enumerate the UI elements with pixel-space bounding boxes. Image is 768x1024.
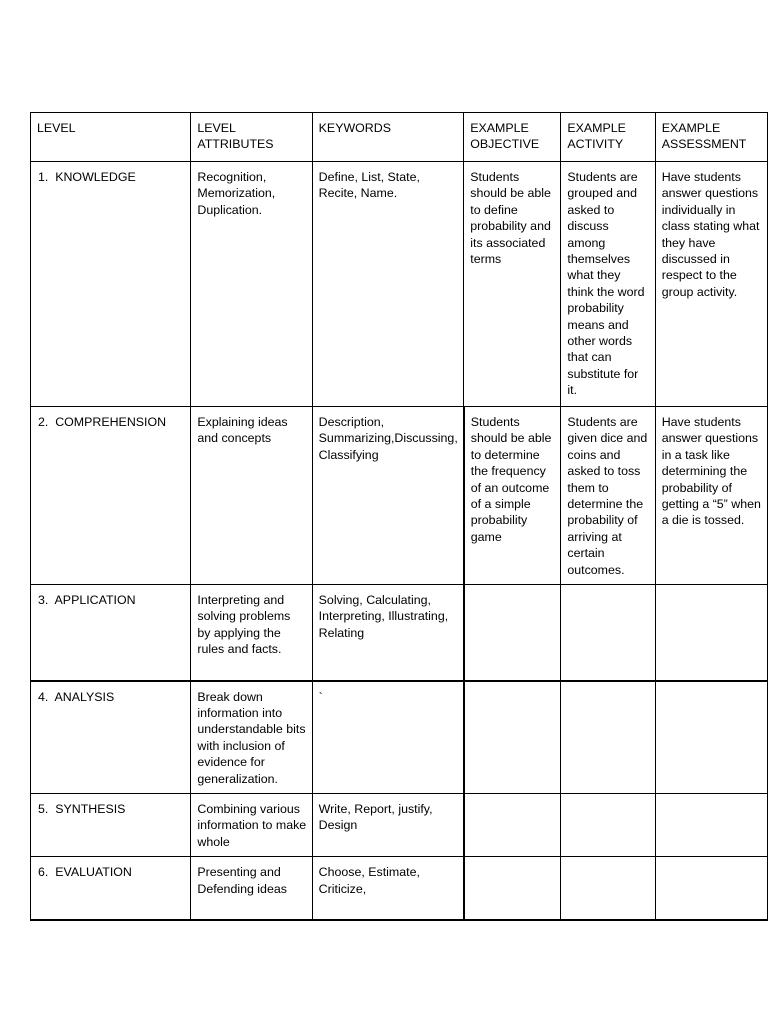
table-row — [31, 162, 768, 407]
header-level: LEVEL — [31, 113, 191, 162]
row-assessment: Have students answer questions individually in class stating what they have discussed in respect to the group activity. — [655, 162, 767, 407]
row-assessment: Have students answer questions in a task like determining the probability of getting a “5” when a die is tossed. — [655, 407, 767, 585]
header-level-attributes: LEVEL ATTRIBUTES — [191, 113, 312, 162]
row-activity — [561, 585, 655, 681]
row-level: 5. SYNTHESIS — [31, 794, 191, 857]
row-objective: Students should be able to define probability and its associated terms — [464, 162, 561, 407]
row-activity — [561, 681, 655, 794]
row-activity: Students are grouped and asked to discuss among themselves what they think the word probability means and other words that can substitute for it. — [561, 162, 655, 407]
row-keywords: Choose, Estimate, Criticize, — [312, 857, 464, 920]
row-assessment — [655, 585, 767, 681]
table-row — [31, 857, 768, 920]
row-assessment — [655, 681, 767, 794]
row-attributes: Break down information into understandable bits with inclusion of evidence for generalization. — [191, 681, 312, 794]
row-objective — [464, 794, 561, 857]
row-assessment — [655, 857, 767, 920]
bloom-taxonomy-table — [30, 112, 768, 921]
row-keywords: Write, Report, justify, Design — [312, 794, 464, 857]
row-objective — [464, 857, 561, 920]
row-objective — [464, 585, 561, 681]
row-assessment — [655, 794, 767, 857]
row-keywords: ` — [312, 681, 464, 794]
row-level: 2. COMPREHENSION — [31, 407, 191, 585]
row-attributes: Combining various information to make whole — [191, 794, 312, 857]
row-attributes: Recognition, Memorization, Duplication. — [191, 162, 312, 407]
header-example-objective: EXAMPLE OBJECTIVE — [464, 113, 561, 162]
row-keywords: Description, Summarizing,Discussing, Classifying — [312, 407, 464, 585]
header-example-activity: EXAMPLE ACTIVITY — [561, 113, 655, 162]
row-activity — [561, 794, 655, 857]
row-attributes: Interpreting and solving problems by applying the rules and facts. — [191, 585, 312, 681]
header-example-assessment: EXAMPLE ASSESSMENT — [655, 113, 767, 162]
row-objective: Students should be able to determine the frequency of an outcome of a simple probability game — [464, 407, 561, 585]
row-level: 3. APPLICATION — [31, 585, 191, 681]
row-level: 6. EVALUATION — [31, 857, 191, 920]
table-row — [31, 407, 768, 585]
row-activity — [561, 857, 655, 920]
table-row — [31, 585, 768, 681]
row-level: 1. KNOWLEDGE — [31, 162, 191, 407]
row-level: 4. ANALYSIS — [31, 681, 191, 794]
header-row — [31, 113, 768, 162]
table-row — [31, 794, 768, 857]
row-activity: Students are given dice and coins and asked to toss them to determine the probability of arriving at certain outcomes. — [561, 407, 655, 585]
row-attributes: Explaining ideas and concepts — [191, 407, 312, 585]
row-attributes: Presenting and Defending ideas — [191, 857, 312, 920]
header-keywords: KEYWORDS — [312, 113, 464, 162]
row-objective — [464, 681, 561, 794]
table-row — [31, 681, 768, 794]
row-keywords: Solving, Calculating, Interpreting, Illustrating, Relating — [312, 585, 464, 681]
row-keywords: Define, List, State, Recite, Name. — [312, 162, 464, 407]
